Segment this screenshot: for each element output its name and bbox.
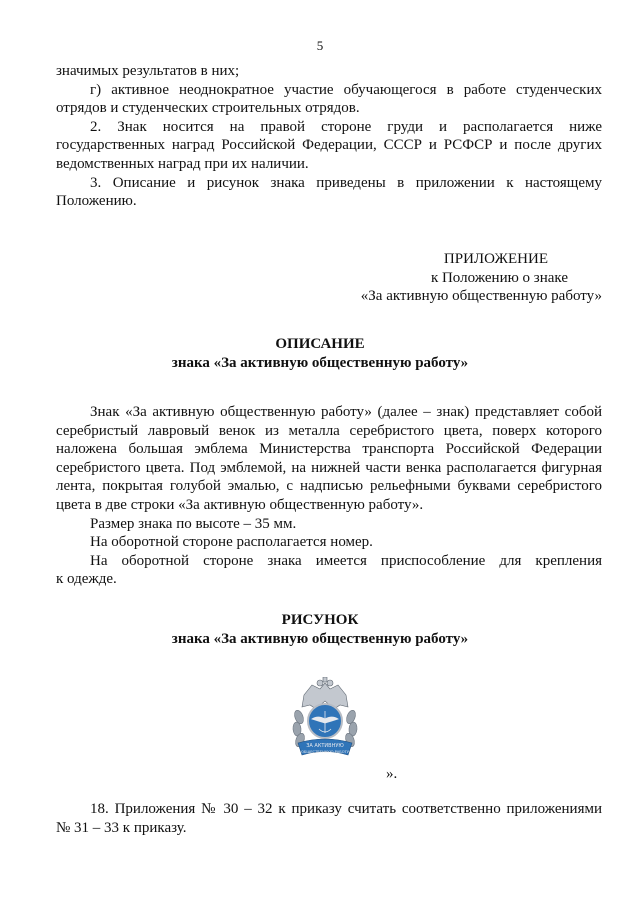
text-line: цвета в две строки «За активную общественную работу». <box>56 496 424 513</box>
drawing-subtitle: знака «За активную общественную работу» <box>171 631 469 647</box>
text-line: к одежде. <box>56 571 117 588</box>
text-line: лента, покрытая голубой эмалью, с надписью рельефными буквами серебристого <box>56 478 602 495</box>
description-paragraph-2 <box>56 515 602 534</box>
drawing-title: РИСУНОК <box>281 612 359 628</box>
badge-image <box>290 677 360 762</box>
text-line: На оборотной стороне располагается номер. <box>90 534 373 551</box>
ribbon-text-1: ЗА АКТИВНУЮ <box>306 743 344 749</box>
appendix-line-2: «За активную общественную работу» <box>360 288 602 305</box>
final-text <box>56 800 602 837</box>
appendix-block <box>302 250 602 306</box>
text-line: № 31 – 33 к приказу. <box>56 819 187 836</box>
appendix-line-1: к Положению о знаке <box>430 269 568 286</box>
text-line: наложена большая эмблема Министерства транспорта Российской Федерации <box>56 441 602 458</box>
ribbon-text-2: ОБЩЕСТВЕННУЮ РАБОТУ <box>301 750 349 754</box>
text-line: серебристого цвета. Под эмблемой, на нижней части венка располагается фигурная <box>56 459 602 476</box>
text-line: серебристый лавровый венок из металла серебристого цвета, поверх которого <box>56 422 602 439</box>
paragraph-2 <box>56 81 602 118</box>
description-heading <box>0 335 640 373</box>
text-line: 3. Описание и рисунок знака приведены в приложении к настоящему <box>90 174 602 191</box>
text-line: ведомственных наград при их наличии. <box>56 155 309 172</box>
description-paragraph-4 <box>56 552 602 589</box>
final-paragraph <box>56 800 602 837</box>
top-text <box>56 62 602 211</box>
paragraph-1 <box>56 62 602 81</box>
text-line: г) активное неоднократное участие обучающегося в работе студенческих <box>90 81 602 98</box>
description-paragraph-1 <box>56 403 602 515</box>
text-line: Размер знака по высоте – 35 мм. <box>90 515 297 532</box>
text-line: На оборотной стороне знака имеется приспособление для крепления <box>90 552 602 569</box>
drawing-heading <box>0 611 640 649</box>
description-text <box>56 403 602 589</box>
description-title: ОПИСАНИЕ <box>275 336 365 352</box>
paragraph-3 <box>56 118 602 174</box>
text-line: Положению. <box>56 193 137 210</box>
text-line: Знак «За активную общественную работу» (далее – знак) представляет собой <box>90 404 602 420</box>
description-subtitle: знака «За активную общественную работу» <box>171 355 469 371</box>
appendix-title: ПРИЛОЖЕНИЕ <box>443 251 548 267</box>
text-line: 2. Знак носится на правой стороне груди и располагается ниже <box>90 118 602 135</box>
text-line: 18. Приложения № 30 – 32 к приказу считать соответственно приложениями <box>90 801 602 817</box>
text-line: отрядов и студенческих строительных отрядов. <box>56 100 360 117</box>
description-paragraph-3 <box>56 533 602 552</box>
text-line: государственных наград Российской Федерации, СССР и РСФСР и после других <box>56 137 602 154</box>
text-line: значимых результатов в них; <box>56 63 240 79</box>
ribbon-icon <box>298 739 352 755</box>
paragraph-4 <box>56 174 602 211</box>
closing-quote: ». <box>386 766 398 782</box>
page-number: 5 <box>316 38 324 53</box>
